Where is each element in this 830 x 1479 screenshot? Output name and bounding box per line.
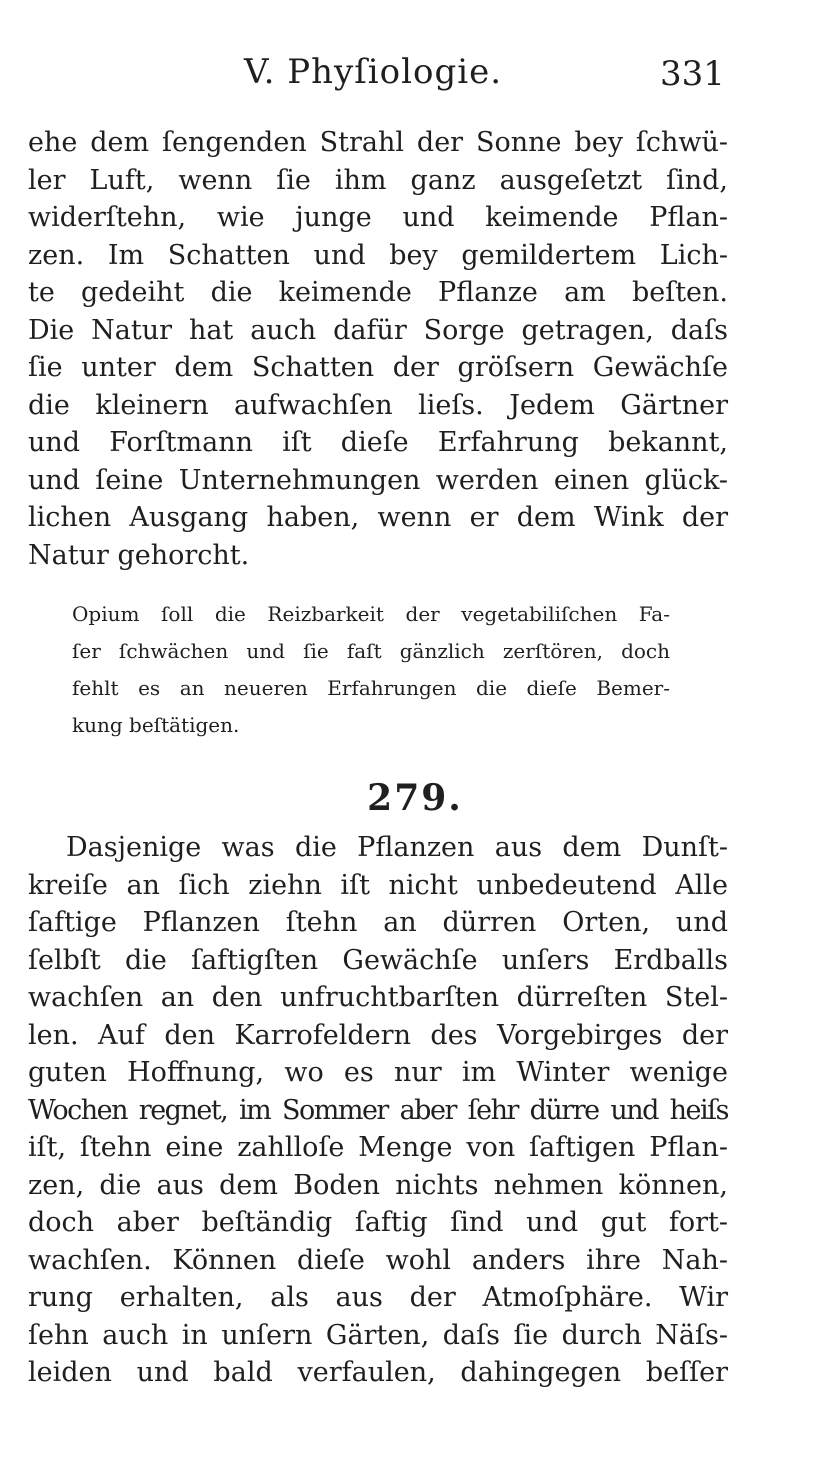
text-line: die kleinern aufwachſen lieſs. Jedem Gärtner: [28, 389, 728, 421]
section-number: 279.: [367, 777, 463, 819]
text-line: len. Auf den Karrofeldern des Vorgebirges der: [28, 1019, 728, 1051]
text-line: leiden und bald verfaulen, dahingegen beſſer: [28, 1357, 728, 1388]
paragraph-continued: [28, 124, 728, 574]
text-line: ehe dem ſengenden Strahl der Sonne bey ſchwü-: [28, 127, 728, 158]
running-title: V. Phyſiologie.: [244, 52, 503, 92]
text-line: Wochen regnet, im Sommer aber ſehr dürre und heiſs: [28, 1094, 728, 1126]
text-line: Natur gehorcht.: [28, 539, 250, 571]
text-line: und ſeine Unternehmungen werden einen glück-: [28, 464, 728, 496]
footnote-line: fehlt es an neueren Erfahrungen die dieſe Bemer-: [72, 676, 670, 700]
text-line: widerſtehn, wie junge und keimende Pflan-: [28, 202, 728, 233]
text-line: doch aber beſtändig ſaftig ſind und gut fort-: [28, 1207, 728, 1238]
text-line: Dasjenige was die Pflanzen aus dem Dunſt-: [66, 832, 728, 863]
text-line: ſie unter dem Schatten der gröſsern Gewächſe: [28, 352, 728, 383]
text-line: wachſen. Können dieſe wohl anders ihre Nah-: [28, 1244, 728, 1276]
text-line: zen, die aus dem Boden nichts nehmen können,: [28, 1169, 728, 1201]
page-number: 331: [660, 54, 725, 94]
text-line: zen. Im Schatten und bey gemildertem Lich-: [28, 239, 728, 271]
text-line: ſehn auch in unſern Gärten, daſs ſie durch Näſs-: [28, 1319, 728, 1351]
text-line: lichen Ausgang haben, wenn er dem Wink der: [28, 502, 728, 533]
text-line: ſelbſt die ſaftigſten Gewächſe unſers Erdballs: [28, 944, 728, 976]
text-line: guten Hoffnung, wo es nur im Winter wenige: [28, 1057, 728, 1088]
text-line: iſt, ſtehn eine zahlloſe Menge von ſaftigen Pflan-: [28, 1132, 728, 1163]
running-head: [0, 52, 830, 102]
footnote-line: Opium ſoll die Reizbarkeit der vegetabiliſchen Fa-: [72, 602, 670, 626]
text-line: ler Luft, wenn ſie ihm ganz ausgeſetzt ſind,: [28, 164, 728, 196]
paragraph-section-279: [28, 829, 728, 1392]
text-line: rung erhalten, als aus der Atmoſphäre. Wir: [28, 1282, 728, 1313]
footnote-line: ſer ſchwächen und ſie faſt gänzlich zerſtören, doch: [72, 639, 670, 663]
text-line: te gedeiht die keimende Pflanze am beſten.: [28, 277, 728, 308]
text-line: und Forſtmann iſt dieſe Erfahrung bekannt,: [28, 427, 728, 458]
text-line: Die Natur hat auch dafür Sorge getragen, daſs: [28, 314, 728, 346]
text-line: wachſen an den unfruchtbarſten dürreſten Stel-: [28, 982, 728, 1013]
text-line: ſaftige Pflanzen ſtehn an dürren Orten, und: [28, 907, 728, 938]
text-line: kreiſe an ſich ziehn iſt nicht unbedeutend Alle: [28, 869, 728, 901]
footnote: [72, 596, 670, 744]
footnote-line: kung beſtätigen.: [72, 713, 240, 737]
